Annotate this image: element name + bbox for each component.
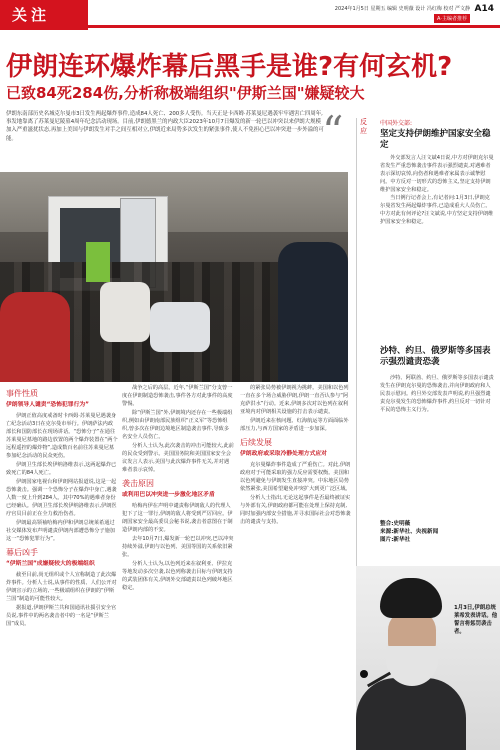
sidebar-head-2: 沙特、约旦、俄罗斯等多国表示强烈谴责恐袭 bbox=[380, 346, 491, 367]
section-tab: 关注 bbox=[0, 0, 88, 30]
sidebar-sub: 中国外交部: bbox=[380, 120, 413, 127]
blast-scene-photo bbox=[0, 172, 348, 382]
source-editor: 整合:史明薇 bbox=[380, 521, 411, 527]
subhead: 已致84死284伤,分析称极端组织"伊斯兰国"嫌疑较大 bbox=[6, 84, 365, 102]
paragraph: 分析人士指出,无论这起事件是否最终被证实与外部有关,伊朗政府都可能在处理上保持克制,同时加强内部安全措施,并寻求国际社会对恐怖袭击的谴责与支持。 bbox=[240, 495, 351, 525]
paragraph: 克尔曼爆炸事件造成了严重伤亡。对此,伊朗政府对于可能采取的强力反应需要权衡。美国和以色列避免与伊朗发生直接冲突。中东地区局势依然紧张,美国希望避免冲突扩大到更广泛区域。 bbox=[240, 462, 351, 492]
sidebar-head: 坚定支持伊朗维护国家安全稳定 bbox=[380, 129, 491, 150]
paragraph: 伊朗卫生部长埃伊纳洛维表示,这两起爆炸已致死亡的84人死亡。 bbox=[6, 462, 117, 476]
sidebar-reaction bbox=[380, 118, 494, 226]
paragraph: 外交部发言人汪文斌4日说,中方对伊朗克尔曼省发生严重恐怖袭击事件表示强烈谴责,对遇难者表示深切哀悼,向伤者和遇难者家属表示诚挚慰问。中方反对一切形式的恐怖主义,坚定支持伊朗维护国家安全和稳定。 bbox=[380, 155, 494, 193]
column-1 bbox=[6, 384, 118, 628]
headline: 伊朗连环爆炸幕后黑手是谁?有何玄机? bbox=[6, 52, 453, 82]
person-dark-coat bbox=[278, 242, 348, 382]
microphone-icon bbox=[360, 670, 368, 678]
paragraph: 的紧张局势被伊朗视为挑衅。美国和以色列一直在多个场合威胁伊朗,伊朗一直否认参与“阿克萨洪水”行动。近来,伊朗多次对以色列在叙利亚境内对伊朗相关设施的打击表示谴责。 bbox=[240, 385, 349, 415]
portrait-caption: 1月3日,伊朗总统莱希发表讲话。他誓言将惩罚袭击者。 bbox=[454, 605, 498, 635]
rescuer-white bbox=[100, 282, 150, 342]
rescuer-vest bbox=[86, 242, 110, 282]
section-head: 或利用巴以冲突进一步激化地区矛盾 bbox=[122, 492, 215, 498]
editor-badge: A·主编者推荐 bbox=[434, 14, 470, 23]
paragraph: 伊朗国家电视台和伊朗网站报道说,这是一起恐怖袭击。强调一个恐怖分子在爆炸中身亡,遇袭人数一度上升到284人。其中70%的遇难者身份已经确认。伊朗卫生部长埃伊纳洛维表示,伊朗医疗官员目前正在全力救治伤者。 bbox=[6, 479, 117, 517]
paragraph: 据报道,伊朗伊斯兰共和国通讯社援引安全官员说,事件中的两名袭击者中的一名是“伊斯兰国”成员。 bbox=[6, 605, 117, 627]
section-label: 袭击原因 bbox=[122, 479, 154, 488]
paragraph: 去年10月7日,爆发新一轮巴以冲突,巴以冲突持续外溢,伊朗与以色列、美国等国的关系依旧紧张。 bbox=[122, 536, 234, 558]
column-3 bbox=[240, 384, 352, 526]
portrait-robe bbox=[356, 678, 466, 750]
paragraph: 战争之后的高层。近年,“伊斯兰国”分支曾一度在伊朗制造恐怖袭击,事件各方对此事件的高度警惕。 bbox=[122, 385, 233, 407]
paragraph: 伊朗正值高度戒备时卡西姆·苏莱曼尼遇袭身亡纪念活动3日在克尔曼市举行。伊朗萨法内政部长和国防部长在现场讲话。“恐怖分子”在通往苏莱曼尼墓地的路边放置的两个爆炸装置在“两个远程遥控的爆炸物”,造成数百名前往苏莱曼尼墓参加纪念活动的民众死伤。 bbox=[6, 413, 118, 459]
paragraph: 伊朗近来在核问题、红海航运等方面面临外部压力,与西方国家的矛盾进一步加深。 bbox=[240, 418, 349, 432]
page-number: A14 bbox=[474, 4, 494, 14]
masthead-rule bbox=[88, 25, 500, 28]
paragraph: 当日例行记者会上,有记者问:1月3日,伊朗克尔曼省发生两起爆炸事件,已造成重大人员伤亡。中方对此有何评论?汪文斌说,中方坚定支持伊朗维护国家安全和稳定。 bbox=[380, 195, 494, 225]
section-head: 伊朗政府或采取冷静处理方式应对 bbox=[240, 451, 327, 457]
president-portrait-photo bbox=[356, 566, 500, 750]
dateline: 2024年1月5日 星期五 编辑 史明薇 设计 冯红梅 校对 严文静 bbox=[334, 6, 470, 12]
masthead bbox=[0, 0, 500, 30]
person-red-jacket bbox=[0, 292, 70, 382]
section-label: 后续发展 bbox=[240, 438, 272, 447]
paragraph: 分析人士认为,以色列近来在叙利亚、伊拉克等地发动多次空袭,以色列称袭击目标与伊朗支持的武装团体有关,伊朗外交部谴责以色列破坏地区稳定。 bbox=[122, 561, 233, 591]
paragraph: 伊朗最高领袖哈梅内伊和伊朗总统莱希通过社交媒体发布声明谴责伊朗内部遭恐怖分子施加这一“恐怖犯罪行为”。 bbox=[6, 520, 115, 542]
section-head: “伊斯兰国”成嫌疑较大的极端组织 bbox=[6, 561, 95, 567]
source-from: 来源:新华社、央视新闻 bbox=[380, 529, 439, 535]
paragraph: 除“伊斯兰国”外,伊朗境内还存在一些极端组织,例如由伊朗南部民族组织“正义军”等恐怖组织,曾多次在伊朗边境地区制造袭击事件,导致多名安全人员伤亡。 bbox=[122, 410, 233, 440]
lede-paragraph: 伊朗东南部历史名城克尔曼市3日发生两起爆炸事件,造成84人死亡、200多人受伤。当天正是卡西姆·苏莱曼尼遇袭牢牢遇害亡四周年,事发地靠离了苏莱曼尼陵墓4周年纪念活动现场。目前,伊朗德黑兰的内政大臣2023年10月7日爆发的新一轮巴以冲突以来伊朗大规模加入严重滋扰状态,再加上美国与伊朗发生对手之间互相对立,伊朗近来局势多次发生的紧张事件,使人不免担心巴以冲突进一步外溢的可能。 bbox=[6, 111, 324, 142]
column-2 bbox=[122, 384, 234, 592]
paragraph: 哈梅内伊在声明中谴责称伊朗敌人的代理人犯下了这一罪行,伊朗的敌人将受到严厉回应。伊朗国家安全最高委员会秘书说,袭击者意图在于制造伊朗内部的不安。 bbox=[122, 503, 233, 533]
section-label: 事件性质 bbox=[6, 389, 38, 398]
source-credits bbox=[380, 520, 490, 544]
paragraph: 截至目前,尚无组织或个人宣称制造了此次爆炸事件。分析人士说,从事件的性质、人们公开对伊朗宣示的立场的,一些极端组织在伊朗的“伊斯兰国”制造的可能性较大。 bbox=[6, 572, 117, 602]
paragraph: 分析人士认为,此次袭击的冲击可能较大,此前的民众受到警示。美国国务院和美国国家安全会议发言人表示,美国与此次爆炸事件无关,并对遇难者表示哀悼。 bbox=[122, 443, 234, 473]
paragraph: 沙特、阿联酋、约旦、俄罗斯等多国表示谴责发生在伊朗克尔曼的恐怖袭击,并向伊朗政府和人民表示慰问。约旦外交部发表声明说,约旦强烈谴责克尔曼发生的恐怖爆炸事件,约旦反对一切针对平民的恐怖主义行为。 bbox=[380, 375, 494, 413]
sidebar-label: 反应 bbox=[360, 118, 367, 135]
section-label: 幕后凶手 bbox=[6, 548, 38, 557]
source-photo: 图片:新华社 bbox=[380, 537, 411, 543]
section-head: 伊朗领导人谴责“恐怖犯罪行为” bbox=[6, 402, 89, 408]
quote-mark-icon: “ bbox=[322, 107, 344, 156]
rescuer-white-2 bbox=[150, 302, 210, 352]
